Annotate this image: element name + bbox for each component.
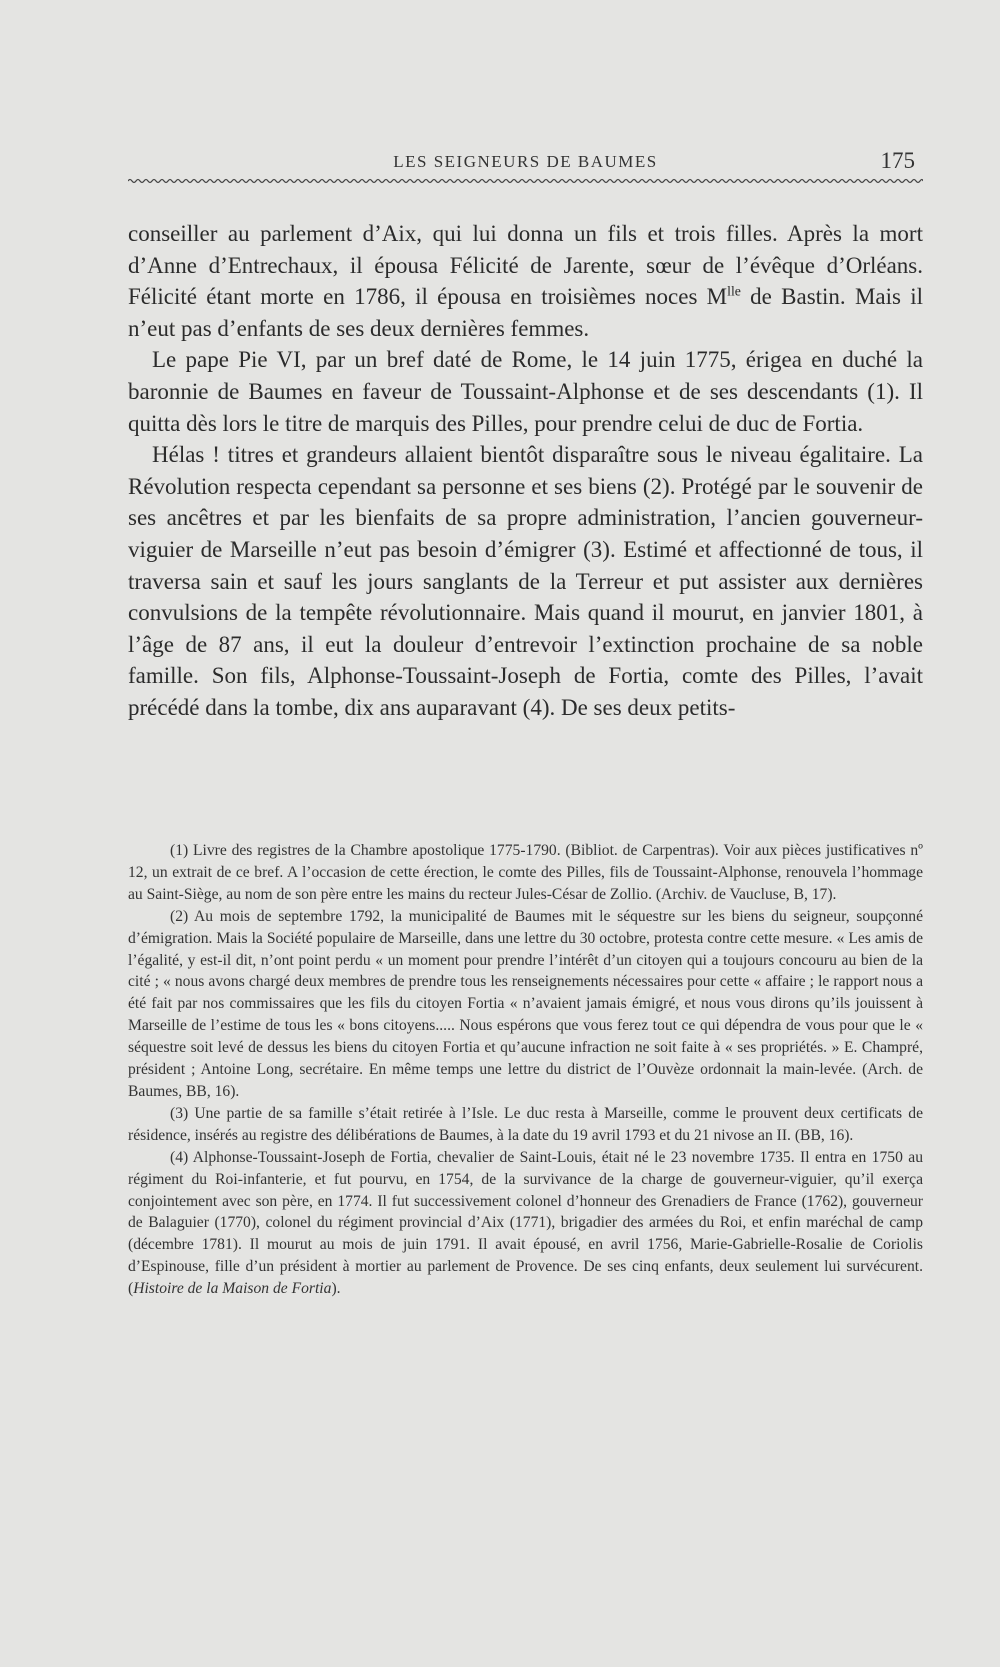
footnotes (128, 840, 923, 1300)
footnote-1 (128, 840, 923, 906)
footnote-2 (128, 906, 923, 1103)
footnote-3 (128, 1103, 923, 1147)
page-header (128, 148, 923, 180)
footnote-4-end: ). (331, 1280, 341, 1298)
paragraph-3 (128, 439, 923, 723)
decorative-wavy-rule (128, 178, 923, 184)
footnote-2-text: (2) Au mois de septembre 1792, la municipalité de Baumes mit le séquestre sur les biens du seigneur, soupçonné d’émigration. Mais la Société populaire de Marseille, dans une lettre du 30 octobre, protesta contre cette mesure. « Les amis de l’égalité, y est-il dit, n’ont point perdu « un moment pour prendre l’intérêt d’un citoyen qui a toujours concouru au bien de la cité ; « nous avons chargé deux membres de prendre tous les renseignements nécessaires pour cette « affaire ; le rapport nous a été fait par nos commissaires que les fils du citoyen Fortia « n’avaient jamais émigré, et nous vous dirons qu’ils jouissent à Marseille de l’estime de tous les « bons citoyens..... Nous espérons que vous ferez tout ce qui dépendra de vous pour que le « séquestre soit levé de dessus les biens du citoyen Fortia et qu’aucune infraction ne soit faite à « ses propriétés. » E. Champré, président ; Antoine Long, secrétaire. En même temps une lettre du district de l’Ouvèze ordonnait la main-levée. (Arch. de Baumes, BB, 16). (128, 907, 923, 1100)
footnote-4-title: Histoire de la Maison de Fortia (133, 1280, 332, 1298)
paragraph-3-text: Hélas ! titres et grandeurs allaient bientôt disparaître sous le niveau égalitaire. La Révolution respecta cependant sa personne et ses biens (2). Protégé par le souvenir de ses ancêtres et par les bienfaits de sa propre administration, l’ancien gouverneur-viguier de Marseille n’eut pas besoin d’émigrer (3). Estimé et affectionné de tous, il traversa sain et sauf les jours sanglants de la Terreur et put assister aux dernières convulsions de la tempête révolutionnaire. Mais quand il mourut, en janvier 1801, à l’âge de 87 ans, il eut la douleur d’entrevoir l’extinction prochaine de sa noble famille. Son fils, Alphonse-Toussaint-Joseph de Fortia, comte des Pilles, l’avait précédé dans la tombe, dix ans auparavant (4). De ses deux petits- (128, 442, 923, 720)
paragraph-2 (128, 344, 923, 439)
paragraph-1-end: de Bastin. Mais il n’eut pas d’enfants de ses deux dernières femmes. (128, 284, 923, 341)
page-number: 175 (880, 148, 915, 173)
paragraph-2-text: Le pape Pie VI, par un bref daté de Rome, le 14 juin 1775, érigea en duché la baronnie de Baumes en faveur de Toussaint-Alphonse et de ses descendants (1). Il quitta dès lors le titre de marquis des Pilles, pour prendre celui de duc de Fortia. (128, 347, 923, 436)
paragraph-1 (128, 218, 923, 344)
footnote-3-text: (3) Une partie de sa famille s’était retirée à l’Isle. Le duc resta à Marseille, comme le prouvent deux certificats de résidence, insérés au registre des délibérations de Baumes, à la date du 19 avril 1793 et du 21 nivose an II. (BB, 16). (128, 1104, 923, 1144)
footnote-4 (128, 1147, 923, 1300)
paragraph-1-text: conseiller au parlement d’Aix, qui lui donna un fils et trois filles. Après la mort d’Anne d’Entrechaux, il épousa Félicité de Jarente, sœur de l’évêque d’Orléans. Félicité étant morte en 1786, il épousa en troisièmes noces (128, 221, 923, 310)
running-title: LES SEIGNEURS DE BAUMES (393, 152, 658, 171)
footnote-1-text: (1) Livre des registres de la Chambre apostolique 1775-1790. (Bibliot. de Carpentras). Voir aux pièces justificatives nº 12, un extrait de ce bref. A l’occasion de cette érection, le comte des Pilles, fils de Toussaint-Alphonse, renouvela l’hommage au Saint-Siège, au nom de son père entre les mains du recteur Jules-César de Zollio. (Archiv. de Vaucluse, B, 17). (128, 842, 923, 903)
footnote-4-text: (4) Alphonse-Toussaint-Joseph de Fortia, chevalier de Saint-Louis, était né le 23 novembre 1735. Il entra en 1750 au régiment du Roi-infanterie, et fut pourvu, en 1754, de la survivance de la charge de gouverneur-viguier, qu’il exerça conjointement avec son père, en 1774. Il fut successivement colonel d’honneur des Grenadiers de France (1762), gouverneur de Balaguier (1770), colonel du régiment provincial d’Aix (1771), brigadier des armées du Roi, et enfin maréchal de camp (décembre 1781). Il mourut au mois de juin 1791. Il avait épousé, en avril 1756, Marie-Gabrielle-Rosalie de Coriolis d’Espinouse, fille d’un président à mortier au parlement de Provence. De ses cinq enfants, deux seulement lui survécurent. ( (128, 1148, 923, 1298)
mademoiselle-abbrev: M (706, 284, 728, 310)
main-text (128, 218, 923, 724)
mademoiselle-sup: lle (727, 283, 741, 299)
